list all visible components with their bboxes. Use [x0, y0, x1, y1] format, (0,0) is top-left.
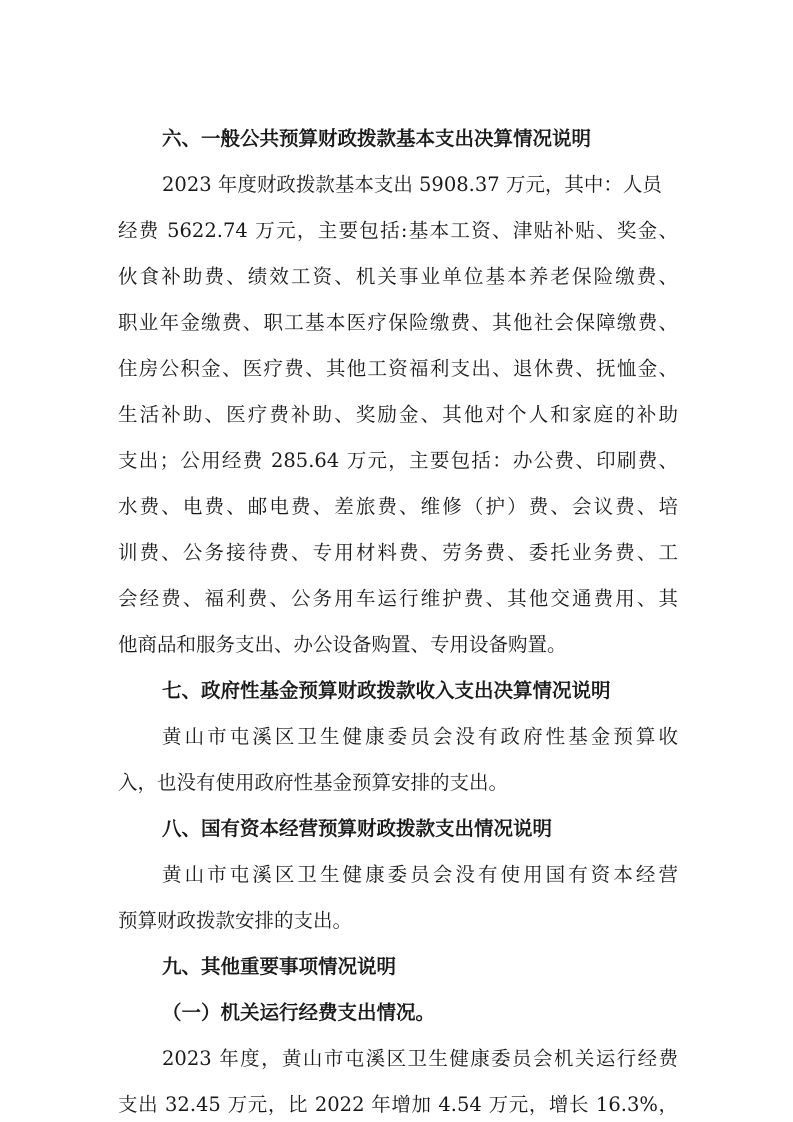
subheading-operating-expenses: （一）机关运行经费支出情况。	[162, 1001, 436, 1024]
paragraph-line: 会经费、福利费、公务用车运行维护费、其他交通费用、其	[118, 587, 678, 610]
paragraph-line: 生活补助、医疗费补助、奖励金、其他对个人和家庭的补助	[118, 403, 678, 426]
paragraph-line: 水费、电费、邮电费、差旅费、维修（护）费、会议费、培	[118, 495, 678, 518]
paragraph-line: 职业年金缴费、职工基本医疗保险缴费、其他社会保障缴费、	[118, 311, 678, 334]
paragraph-line: 预算财政拨款安排的支出。	[118, 909, 353, 932]
paragraph-line: 他商品和服务支出、办公设备购置、专用设备购置。	[118, 633, 567, 656]
paragraph-line: 黄山市屯溪区卫生健康委员会没有政府性基金预算收	[162, 725, 678, 748]
paragraph-line: 伙食补助费、绩效工资、机关事业单位基本养老保险缴费、	[118, 265, 678, 288]
paragraph-line: 黄山市屯溪区卫生健康委员会没有使用国有资本经营	[162, 863, 678, 886]
heading-section-6: 六、一般公共预算财政拨款基本支出决算情况说明	[162, 127, 592, 150]
heading-section-7: 七、政府性基金预算财政拨款收入支出决算情况说明	[162, 679, 611, 702]
heading-section-8: 八、国有资本经营预算财政拨款支出情况说明	[162, 817, 553, 840]
paragraph-line: 支出；公用经费 285.64 万元，主要包括：办公费、印刷费、	[118, 449, 678, 472]
paragraph-line: 住房公积金、医疗费、其他工资福利支出、退休费、抚恤金、	[118, 357, 678, 380]
heading-section-9: 九、其他重要事项情况说明	[162, 955, 397, 978]
paragraph-line: 2023 年度财政拨款基本支出 5908.37 万元，其中：人员	[162, 173, 662, 196]
paragraph-line: 训费、公务接待费、专用材料费、劳务费、委托业务费、工	[118, 541, 678, 564]
paragraph-line: 支出 32.45 万元，比 2022 年增加 4.54 万元，增长 16.3%，	[118, 1093, 678, 1116]
paragraph-line: 入，也没有使用政府性基金预算安排的支出。	[118, 771, 509, 794]
paragraph-line: 2023 年度，黄山市屯溪区卫生健康委员会机关运行经费	[162, 1047, 678, 1070]
paragraph-line: 经费 5622.74 万元，主要包括:基本工资、津贴补贴、奖金、	[118, 219, 678, 242]
